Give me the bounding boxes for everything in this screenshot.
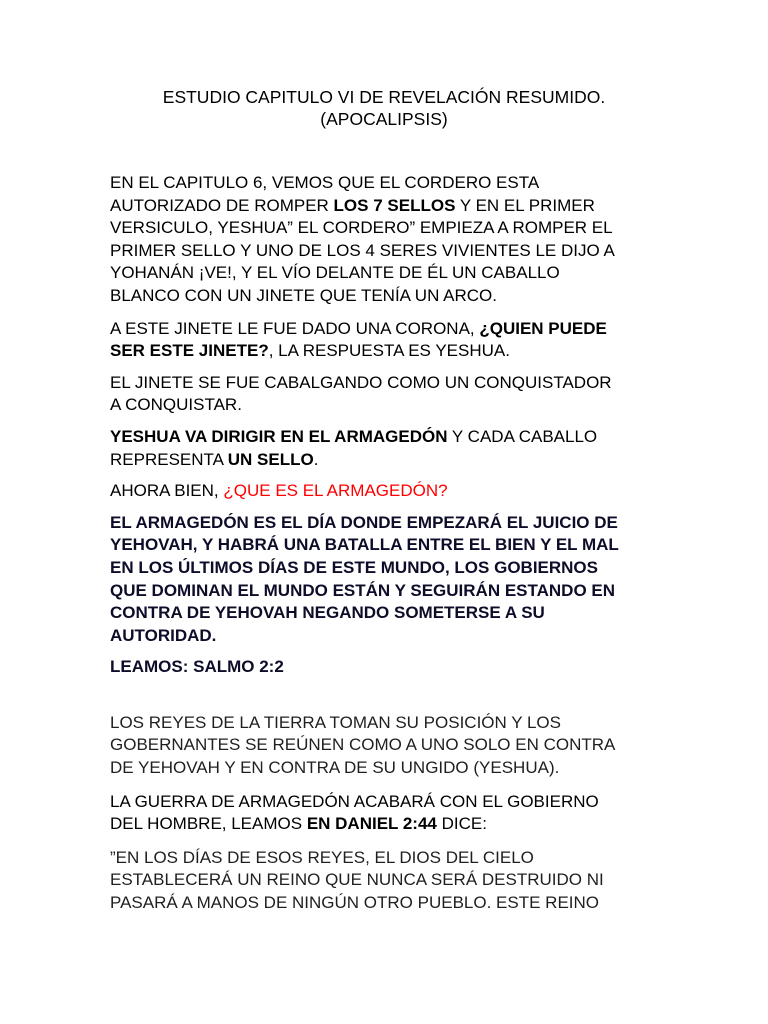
text-line — [110, 426, 670, 449]
paragraph-1 — [110, 172, 670, 308]
bold-run: EN DANIEL 2:44 — [306, 814, 437, 834]
text-line: LEAMOS: SALMO 2:2 — [110, 657, 284, 677]
text-run: Y EN EL PRIMER — [455, 195, 595, 215]
text-line: PRIMER SELLO Y UNO DE LOS 4 SERES VIVIENTES LE DIJO A — [110, 240, 615, 260]
paragraph-6 — [110, 512, 670, 648]
text-run: DICE: — [436, 814, 487, 834]
text-line: EN EL CAPITULO 6, VEMOS QUE EL CORDERO ESTA — [110, 173, 540, 192]
title-line-2: (APOCALIPSIS) — [320, 109, 448, 129]
text-line — [110, 480, 670, 503]
text-line: EL JINETE SE FUE CABALGANDO COMO UN CONQUISTADOR — [110, 372, 612, 392]
paragraph-2 — [110, 318, 670, 363]
text-line: VERSICULO, YESHUA” EL CORDERO” EMPIEZA A ROMPER EL — [110, 218, 613, 238]
text-run: DEL HOMBRE, LEAMOS — [110, 814, 307, 834]
text-line — [110, 195, 670, 218]
text-line: YEHOVAH, Y HABRÁ UNA BATALLA ENTRE EL BIEN Y EL MAL — [110, 535, 619, 555]
text-run: , LA RESPUESTA ES YESHUA. — [268, 341, 510, 361]
text-line: DE YEHOVAH Y EN CONTRA DE SU UNGIDO (YESHUA). — [110, 758, 560, 778]
document-body — [110, 172, 670, 924]
text-line: ESTABLECERÁ UN REINO QUE NUNCA SERÁ DESTRUIDO NI — [110, 870, 604, 890]
text-line — [110, 449, 670, 472]
text-line: LOS REYES DE LA TIERRA TOMAN SU POSICIÓN Y LOS — [110, 712, 561, 732]
red-question: ¿QUE ES EL ARMAGEDÓN? — [223, 481, 448, 501]
text-run: AUTORIZADO DE ROMPER — [110, 195, 334, 215]
text-line: AUTORIDAD. — [110, 625, 217, 645]
paragraph-4 — [110, 426, 670, 471]
text-line: EN LOS ÚLTIMOS DÍAS DE ESTE MUNDO, LOS GOBIERNOS — [110, 557, 598, 577]
paragraph-3 — [110, 372, 670, 417]
text-run: AHORA BIEN, — [110, 481, 224, 501]
text-line — [110, 340, 670, 363]
bold-run: SER ESTE JINETE? — [110, 341, 269, 361]
paragraph-7 — [110, 656, 670, 679]
text-line: A CONQUISTAR. — [110, 395, 242, 415]
text-run: Y CADA CABALLO — [447, 426, 598, 446]
text-line: ”EN LOS DÍAS DE ESOS REYES, EL DIOS DEL CIELO — [110, 847, 534, 867]
text-run: . — [313, 449, 319, 469]
text-line: CONTRA DE YEHOVAH NEGANDO SOMETERSE A SU — [110, 603, 545, 623]
text-run: A ESTE JINETE LE FUE DADO UNA CORONA, — [110, 318, 480, 338]
bold-run: YESHUA VA DIRIGIR EN EL ARMAGEDÓN — [110, 426, 448, 446]
text-line: EL ARMAGEDÓN ES EL DÍA DONDE EMPEZARÁ EL JUICIO DE — [110, 512, 618, 532]
bold-run: LOS 7 SELLOS — [333, 195, 456, 215]
text-line: YOHANÁN ¡VE!, Y EL VÍO DELANTE DE ÉL UN CABALLO — [110, 263, 560, 283]
paragraph-5 — [110, 480, 670, 503]
paragraph-8 — [110, 712, 670, 780]
paragraph-10 — [110, 847, 670, 915]
text-line: BLANCO CON UN JINETE QUE TENÍA UN ARCO. — [110, 285, 497, 305]
bold-run: UN SELLO — [227, 449, 314, 469]
text-line: LA GUERRA DE ARMAGEDÓN ACABARÁ CON EL GOBIERNO — [110, 791, 599, 811]
title-line-1: ESTUDIO CAPITULO VI DE REVELACIÓN RESUMIDO. — [162, 87, 606, 107]
document-title — [0, 86, 768, 130]
paragraph-9 — [110, 791, 670, 836]
text-line: QUE DOMINAN EL MUNDO ESTÁN Y SEGUIRÁN ESTANDO EN — [110, 580, 616, 600]
text-line: PASARÁ A MANOS DE NINGÚN OTRO PUEBLO. ESTE REINO — [110, 893, 600, 913]
text-line: GOBERNANTES SE REÚNEN COMO A UNO SOLO EN CONTRA — [110, 735, 616, 755]
bold-run: ¿QUIEN PUEDE — [479, 318, 607, 338]
text-line — [110, 813, 670, 836]
text-line — [110, 318, 670, 341]
text-run: REPRESENTA — [110, 449, 228, 469]
